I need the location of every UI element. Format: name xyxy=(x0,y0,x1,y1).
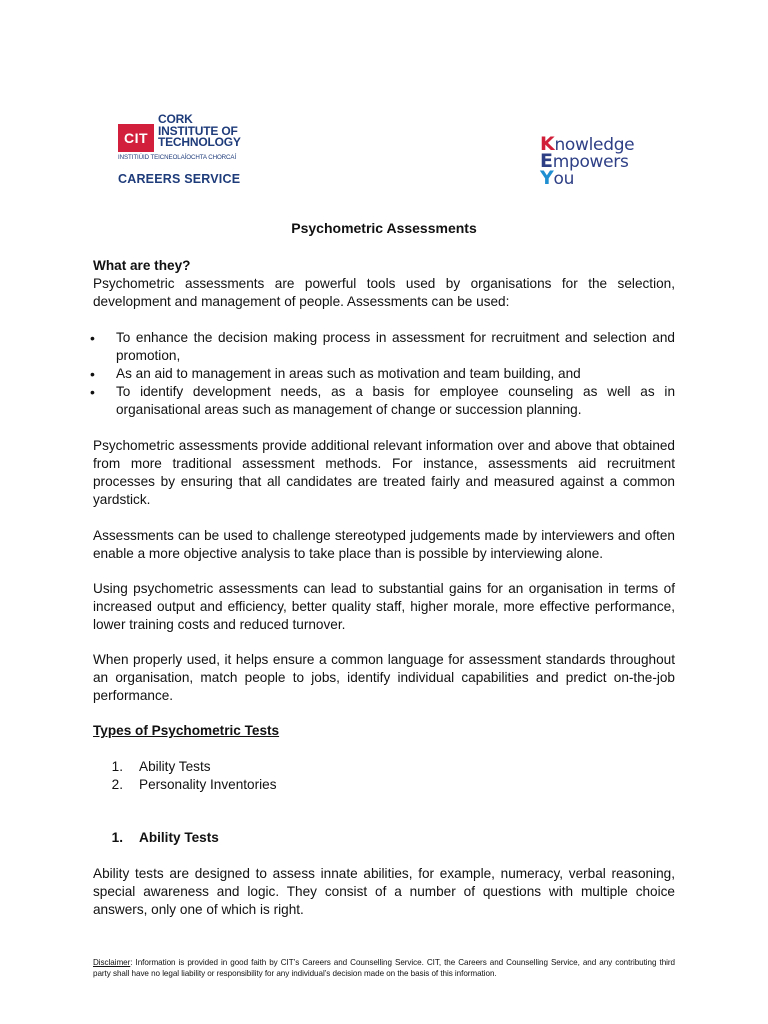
careers-service-label: CAREERS SERVICE xyxy=(118,172,241,186)
disclaimer-label: Disclaimer xyxy=(93,958,131,967)
section-ability-tests-heading: 1. Ability Tests xyxy=(111,830,219,845)
cit-logo-name: CORK INSTITUTE OF TECHNOLOGY xyxy=(158,112,241,149)
disclaimer-text: : Information is provided in good faith by CIT’s Careers and Counselling Service. CIT, the Careers and Counselling Service, and any contributing third party shall have no legal liability or responsibility for any individual’s decision made on the basis of this information. xyxy=(93,958,675,978)
types-list xyxy=(93,758,675,794)
key-logo-line-1: Knowledge xyxy=(540,133,635,155)
cit-logo xyxy=(118,114,258,190)
page-title: Psychometric Assessments xyxy=(291,220,477,236)
intro-paragraph: Psychometric assessments are powerful tools used by organisations for the selection, development and management of people. Assessments can be used: xyxy=(93,276,675,309)
uses-list xyxy=(93,329,675,419)
disclaimer xyxy=(93,957,675,979)
list-item: • To identify development needs, as a basis for employee counseling as well as in organisational areas such as management of change or succession planning. xyxy=(93,383,675,419)
key-logo xyxy=(540,133,660,192)
list-item: 1. Ability Tests xyxy=(111,759,211,774)
list-item: 2. Personality Inventories xyxy=(111,777,277,792)
types-heading: Types of Psychometric Tests xyxy=(93,723,280,738)
key-logo-line-3: You xyxy=(540,167,575,189)
list-item: • To enhance the decision making process in assessment for recruitment and selection and promotion, xyxy=(93,329,675,365)
key-logo-line-2: Empowers xyxy=(540,150,629,172)
paragraph-ability-tests: Ability tests are designed to assess innate abilities, for example, numeracy, verbal reasoning, special awareness and logic. They consist of a number of questions with multiple choice answers, only one of which is right. xyxy=(93,866,675,917)
list-item: • As an aid to management in areas such as motivation and team building, and xyxy=(93,365,675,383)
paragraph-substantial-gains: Using psychometric assessments can lead to substantial gains for an organisation in terms of increased output and efficiency, better quality staff, higher morale, more effective performance, lower training costs and reduced turnover. xyxy=(93,581,675,632)
paragraph-additional-information: Psychometric assessments provide additional relevant information over and above that obtained from more traditional assessment methods. For instance, assessments aid recruitment processes by ensuring that all candidates are treated fairly and measured against a common yardstick. xyxy=(93,438,675,507)
paragraph-challenge-stereotypes: Assessments can be used to challenge stereotyped judgements made by interviewers and often enable a more objective analysis to take place than is possible by interviewing alone. xyxy=(93,528,675,561)
heading-what-are-they: What are they? xyxy=(93,258,191,273)
paragraph-common-language: When properly used, it helps ensure a common language for assessment standards throughout an organisation, match people to jobs, identify individual capabilities and predict on-the-job performance. xyxy=(93,652,675,703)
cit-logo-mark: CIT xyxy=(118,124,154,152)
cit-logo-irish-name: INSTITIÚID TEICNEOLAÍOCHTA CHORCAÍ xyxy=(118,154,237,161)
